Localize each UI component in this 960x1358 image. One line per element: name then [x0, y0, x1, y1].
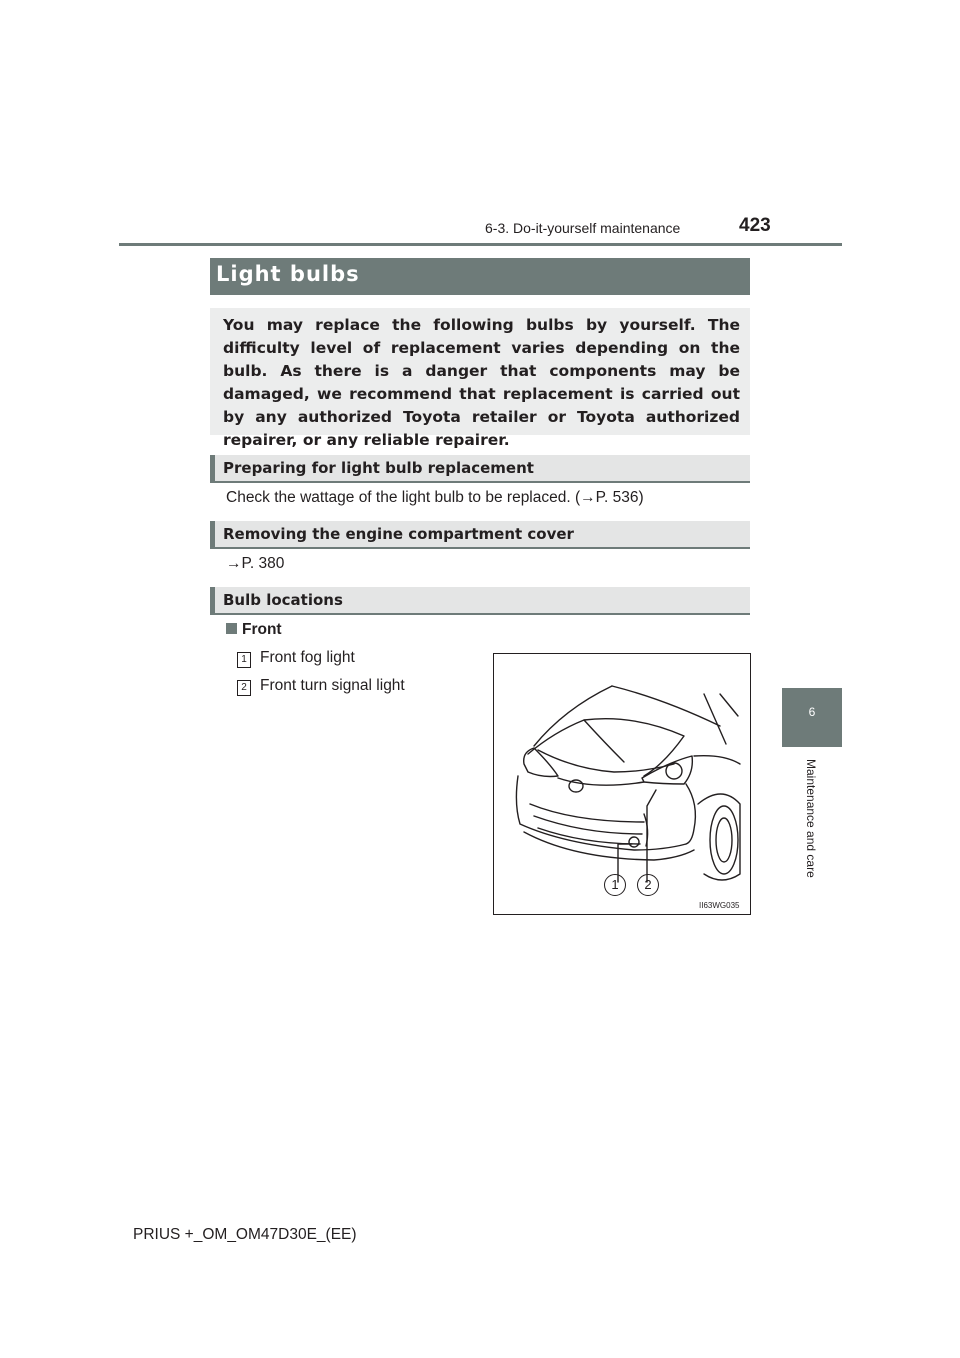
- list-item: [237, 677, 251, 696]
- section-heading-preparing: [210, 455, 750, 483]
- front-subheading: [226, 621, 282, 639]
- callout-2: 2: [637, 874, 659, 896]
- footer-document-code: PRIUS +_OM_OM47D30E_(EE): [133, 1226, 357, 1243]
- heading-accent: [210, 455, 215, 481]
- page-title: Light bulbs: [216, 262, 360, 286]
- heading-accent: [210, 587, 215, 613]
- list-item: [237, 649, 251, 668]
- section-heading-locations: [210, 587, 750, 615]
- list-item-label: Front fog light: [260, 649, 355, 666]
- chapter-number: 6: [808, 705, 816, 719]
- callout-1: 1: [604, 874, 626, 896]
- front-subheading-text: Front: [242, 621, 282, 638]
- header-section-title: 6-3. Do-it-yourself maintenance: [485, 220, 681, 236]
- page-number: 423: [739, 215, 771, 236]
- intro-text: You may replace the following bulbs by yourself. The difficulty level of replacement varies depending on the bulb. As there is a danger that components may be damaged, we recommend that replacement is carried out by any authorized Toyota retailer or Toyota authorized repairer, or any reliable repairer.: [223, 316, 740, 449]
- car-front-illustration: [494, 654, 750, 914]
- item-marker: 2: [237, 680, 251, 696]
- section-heading-text: Removing the engine compartment cover: [223, 525, 574, 543]
- chapter-title: Maintenance and care: [804, 759, 818, 878]
- car-front-figure: [493, 653, 751, 915]
- section-heading-text: Preparing for light bulb replacement: [223, 459, 534, 477]
- heading-accent: [210, 521, 215, 547]
- header-rule: [119, 243, 842, 246]
- list-item-label: Front turn signal light: [260, 677, 405, 694]
- item-marker: 1: [237, 652, 251, 668]
- removing-text: →P. 380: [226, 555, 285, 572]
- section-heading-text: Bulb locations: [223, 591, 343, 609]
- square-bullet-icon: [226, 623, 237, 634]
- preparing-text: Check the wattage of the light bulb to be replaced. (→P. 536): [226, 489, 644, 506]
- figure-code: II63WG035: [699, 901, 740, 910]
- section-heading-removing: [210, 521, 750, 549]
